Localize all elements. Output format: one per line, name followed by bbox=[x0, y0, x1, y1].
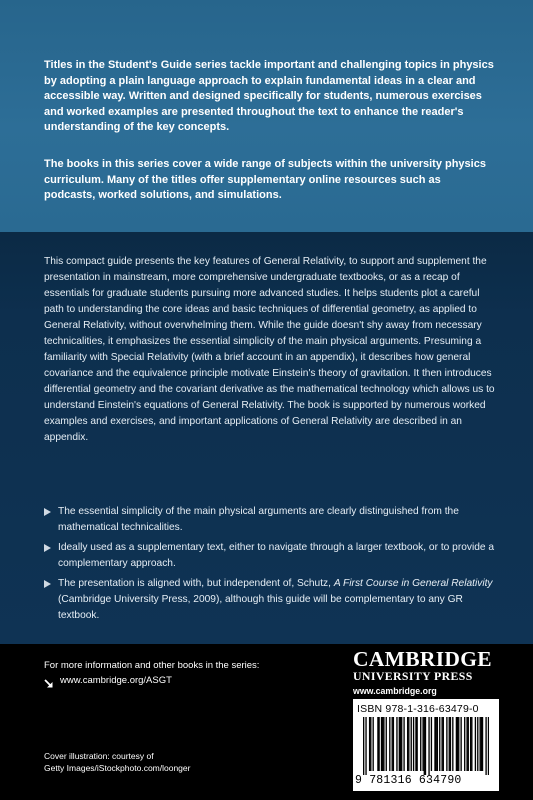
series-blurb-panel bbox=[0, 0, 533, 232]
isbn-label: ISBN 978-1-316-63479-0 bbox=[357, 703, 479, 715]
bullet-triangle-icon bbox=[44, 544, 51, 552]
series-blurb-paragraph-1: Titles in the Student's Guide series tackle important and challenging topics in physics by adopting a plain language approach to explain fundamental ideas in a clear and accessible way. Written and designed specifically for students, numerous exercises and worked examples are presented throughout the text to enhance the reader's understanding of the key concepts. bbox=[44, 59, 494, 133]
series-link[interactable] bbox=[44, 675, 172, 686]
description-panel bbox=[0, 232, 533, 644]
bullet-triangle-icon bbox=[44, 580, 51, 588]
barcode-digits: 9 781316 634790 bbox=[355, 774, 462, 787]
list-item bbox=[44, 540, 504, 572]
publisher-press: UNIVERSITY PRESS bbox=[353, 669, 473, 683]
cover-credit-line-2: Getty Images/iStockphoto.com/loonger bbox=[44, 763, 191, 773]
series-url[interactable]: www.cambridge.org/ASGT bbox=[60, 675, 172, 686]
barcode-icon bbox=[363, 717, 489, 775]
bullet-text: Ideally used as a supplementary text, either to navigate through a larger textbook, or to provide a complementary approach. bbox=[58, 542, 495, 569]
bullet-triangle-icon bbox=[44, 508, 51, 516]
isbn-barcode bbox=[353, 699, 499, 791]
book-description: This compact guide presents the key features of General Relativity, to support and supplement the presentation in mainstream, more comprehensive undergraduate textbooks, or as a recap of essentials for graduate students pursuing more advanced studies. It helps students plot a careful path to understanding the core ideas and basic techniques of differential geometry, as applied to General Relativity, without overwhelming them. While the guide doesn't shy away from necessary technicalities, it emphasizes the essential simplicity of the main physical arguments. Presuming a familiarity with Special Relativity (with a brief account in an appendix), it describes how general covariance and the equivalence principle motivate Einstein's theory of gravitation. It then introduces differential geometry and the covariant derivative as the mathematical technology which allows us to understand Einstein's equations of General Relativity. The book is supported by numerous worked examples and exercises, and important applications of General Relativity are described in an appendix. bbox=[44, 256, 495, 443]
list-item bbox=[44, 576, 504, 624]
cover-credit-line-1: Cover illustration: courtesy of bbox=[44, 751, 154, 761]
footer-panel bbox=[0, 644, 533, 800]
cover-credit bbox=[44, 750, 244, 774]
feature-list bbox=[44, 504, 504, 628]
list-item bbox=[44, 504, 504, 536]
cited-book-title: A First Course in General Relativity bbox=[333, 578, 493, 589]
publisher-name: CAMBRIDGE bbox=[353, 647, 492, 671]
publisher-url[interactable]: www.cambridge.org bbox=[353, 686, 437, 696]
bullet-text-post: (Cambridge University Press, 2009), although this guide will be complementary to any GR textbook. bbox=[58, 594, 463, 621]
bullet-text-pre: The presentation is aligned with, but independent of, Schutz, bbox=[58, 578, 334, 589]
cambridge-logo bbox=[353, 648, 493, 696]
arrow-icon bbox=[44, 676, 54, 686]
more-info-text: For more information and other books in the series: bbox=[44, 660, 260, 671]
series-blurb-paragraph-2: The books in this series cover a wide range of subjects within the university physics curriculum. Many of the titles offer supplementary online resources such as podcasts, worked solutions, and simulations. bbox=[44, 158, 486, 201]
bullet-text: The essential simplicity of the main physical arguments are clearly distinguished from the mathematical technicalities. bbox=[58, 506, 459, 533]
